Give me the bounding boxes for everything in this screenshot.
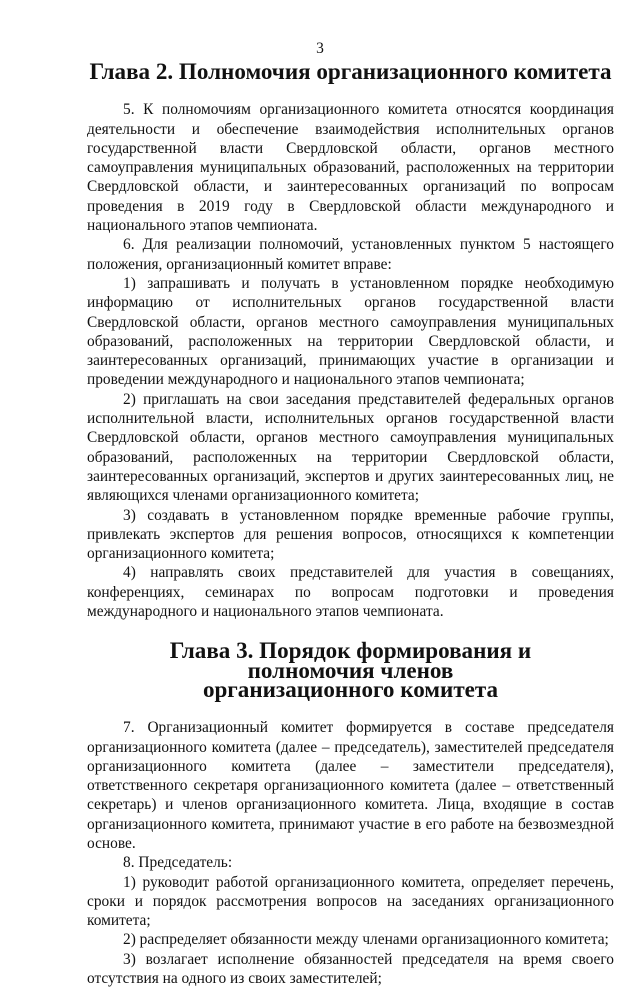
paragraph-6: 6. Для реализации полномочий, установленных пунктом 5 настоящего положения, организационный комитет вправе: [87, 236, 614, 273]
paragraph-5: 5. К полномочиям организационного комитета относятся координация деятельности и обеспечение взаимодействия исполнительных органов государственной власти Свердловской области, органов местного самоуправления муниципальных образований, расположенных на территории Свердловской области, и заинтересованных организаций по вопросам проведения в 2019 году в Свердловской области международного и национального этапов чемпионата. [87, 101, 614, 235]
paragraph-6-item-4: 4) направлять своих представителей для участия в совещаниях, конференциях, семинарах по вопросам подготовки и проведения международного и национального этапов чемпионата. [87, 564, 614, 621]
paragraph-8: 8. Председатель: [123, 854, 233, 872]
chapter-2-heading: Глава 2. Полномочия организационного комитета [89, 58, 612, 84]
chapter-3-heading: Глава 3. Порядок формирования и полномочия членов организационного комитета [169, 637, 532, 702]
document-body [87, 58, 614, 988]
paragraph-6-item-3: 3) создавать в установленном порядке временные рабочие группы, привлекать экспертов для решения вопросов, относящихся к компетенции организационного комитета; [87, 506, 614, 563]
paragraph-6-item-1: 1) запрашивать и получать в установленном порядке необходимую информацию от исполнительных органов государственной власти Свердловской области, органов местного самоуправления муниципальных образований, расположенных на территории Свердловской области, и заинтересованных организаций, принимающих участие в организации и проведении международного и национального этапов чемпионата; [87, 274, 614, 389]
page-number: 3 [316, 40, 324, 57]
paragraph-8-item-3: 3) возлагает исполнение обязанностей председателя на время своего отсутствия на одного из своих заместителей; [87, 950, 614, 988]
paragraph-7: 7. Организационный комитет формируется в составе председателя организационного комитета (далее – председатель), заместителей председателя организационного комитета (далее – заместители председателя), ответственного секретаря организационного комитета (далее – ответственный секретарь) и членов организационного комитета. Лица, входящие в состав организационного комитета, принимают участие в его работе на безвозмездной основе. [87, 719, 614, 852]
paragraph-6-item-2: 2) приглашать на свои заседания представителей федеральных органов исполнительной власти, исполнительных органов государственной власти Свердловской области, органов местного самоуправления муниципальных образований, расположенных на территории Свердловской области, заинтересованных организаций, экспертов и других заинтересованных лиц, не являющихся членами организационного комитета; [87, 390, 614, 505]
paragraph-8-item-1: 1) руководит работой организационного комитета, определяет перечень, сроки и порядок рассмотрения вопросов на заседаниях организационного комитета; [87, 873, 614, 930]
paragraph-8-item-2: 2) распределяет обязанности между членами организационного комитета; [123, 931, 609, 949]
